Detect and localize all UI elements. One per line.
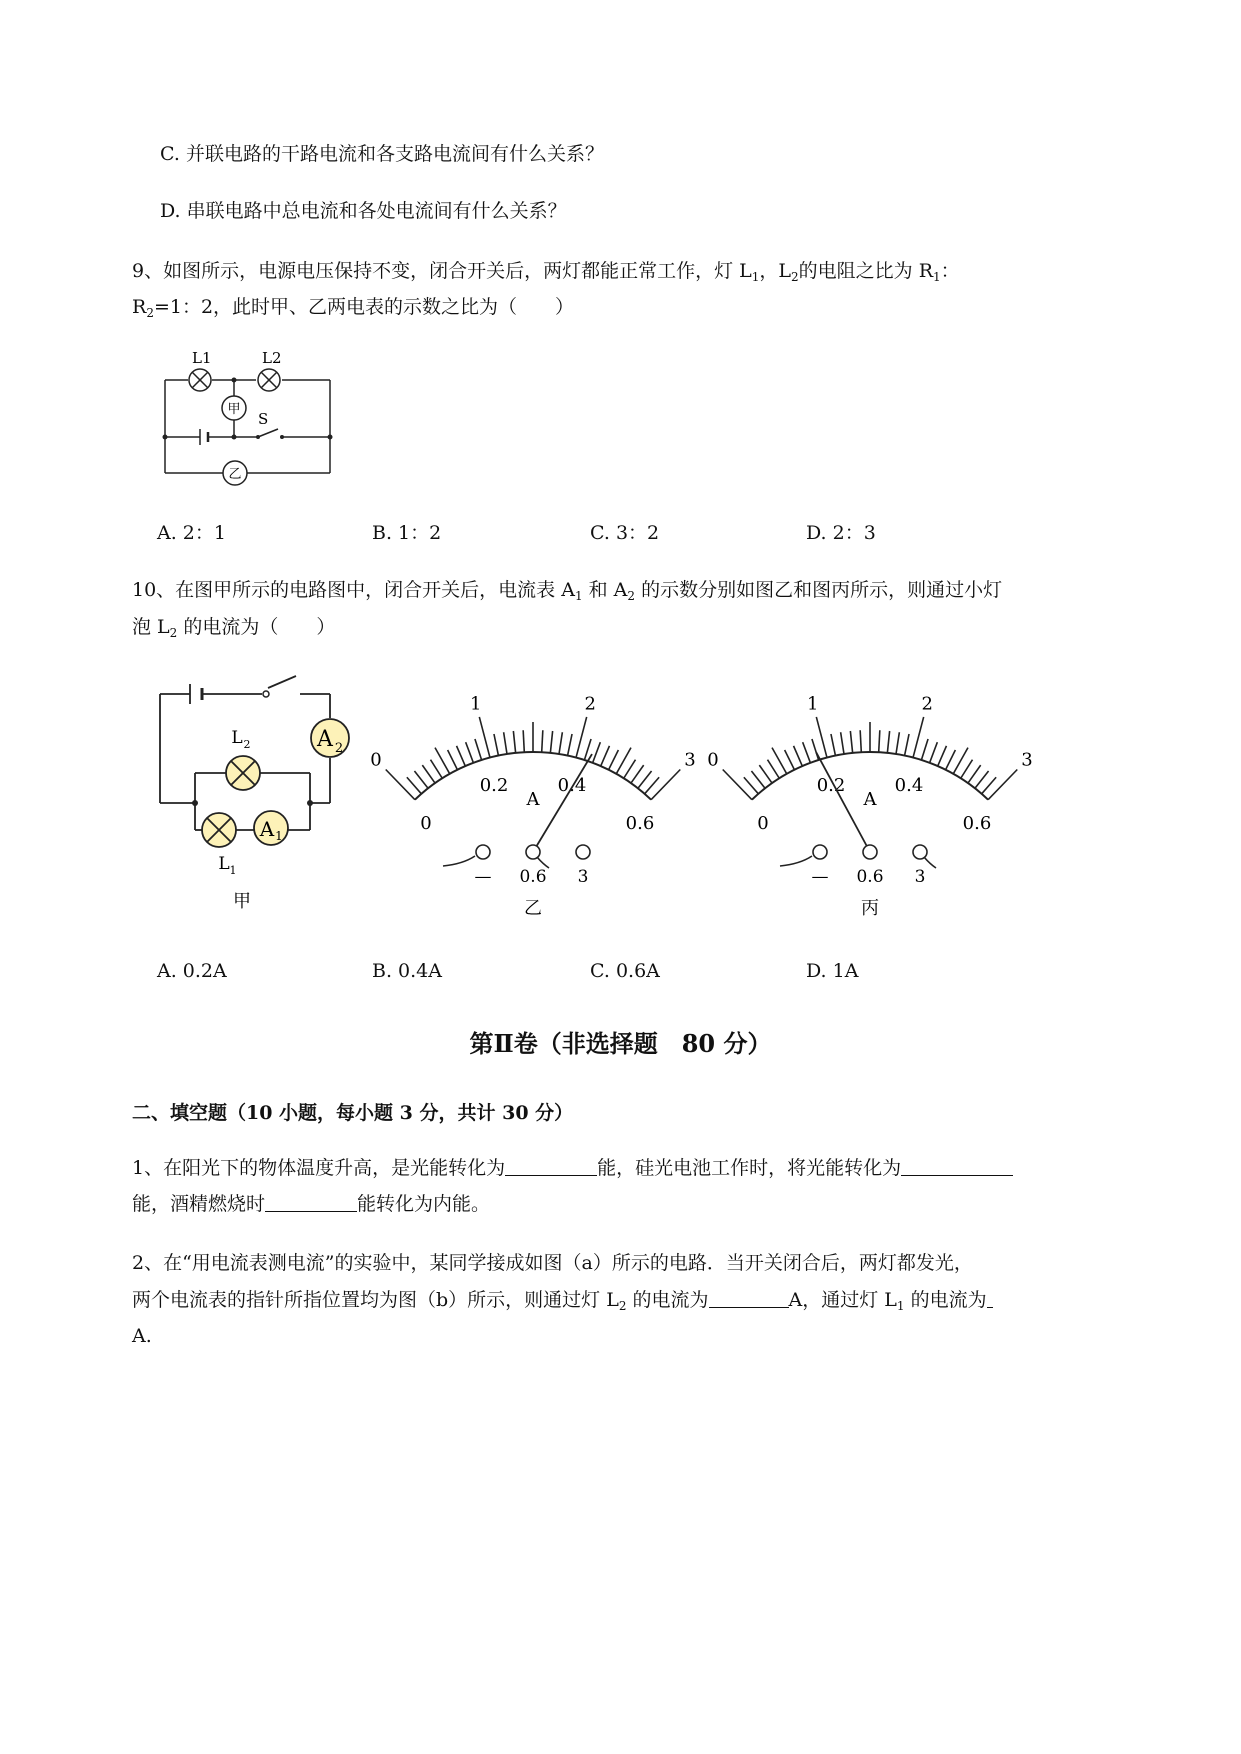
dial-tick <box>601 746 610 766</box>
dial-unit-label: A <box>526 789 540 810</box>
fill2-text: 两个电流表的指针所指位置均为图（b）所示，则通过灯 L <box>132 1289 619 1311</box>
dial-top-label: 0 <box>707 749 719 771</box>
dial-tick <box>386 769 415 799</box>
dial-tick <box>631 765 644 783</box>
dial-caption: 乙 <box>524 898 542 919</box>
dial-bottom-label: 0.6 <box>962 813 992 835</box>
dial-tick <box>414 771 428 788</box>
dial-tick <box>794 746 803 766</box>
fill1-text: 能，酒精燃烧时 <box>132 1193 266 1215</box>
dial-tick <box>785 750 795 770</box>
dial-tick <box>494 734 498 756</box>
ammeter-a2-sub: 2 <box>334 741 344 756</box>
q9-circuit-diagram <box>150 340 350 490</box>
q10-stem-line1 <box>132 576 1002 610</box>
fill1-line1 <box>132 1154 1013 1182</box>
dial-tick <box>961 760 973 779</box>
dial-tick <box>759 765 772 783</box>
dial-tick <box>723 769 752 799</box>
fill2-line3: A. <box>132 1325 152 1347</box>
lamp-l1-icon <box>189 369 211 391</box>
dial-top-label: 2 <box>584 693 596 715</box>
dial-tick <box>407 777 421 794</box>
subscript: 2 <box>618 1299 627 1313</box>
subscript: 2 <box>791 270 799 284</box>
q9-stem-text: R <box>132 296 147 318</box>
section2-heading: 二、填空题（10 小题，每小题 3 分，共计 30 分） <box>132 1102 574 1124</box>
dial-bottom-label: 0 <box>420 813 432 835</box>
dial-bottom-label: 0.2 <box>816 775 846 797</box>
dial-tick <box>968 765 981 783</box>
terminal-label: 0.6 <box>519 867 547 887</box>
fill2-text: 的电流为 <box>904 1289 987 1311</box>
junction-dot <box>307 800 313 806</box>
fill2-text: A，通过灯 L <box>788 1289 897 1311</box>
dial-top-label: 3 <box>684 749 696 771</box>
q10-option-b: B. 0.4A <box>372 960 442 982</box>
dial-tick <box>638 771 652 788</box>
dial-needle <box>816 752 870 852</box>
switch-pivot <box>263 691 269 697</box>
fill1-text: 能，硅光电池工作时，将光能转化为 <box>597 1157 902 1179</box>
junction-dot <box>232 378 237 383</box>
terminal-label: 3 <box>914 867 926 887</box>
dial-top-label: 1 <box>470 693 482 715</box>
dial-tick <box>448 750 458 770</box>
q8-option-d: D. 串联电路中总电流和各处电流间有什么关系？ <box>160 200 567 222</box>
lamp-l2-sub: 2 <box>243 738 251 751</box>
q9-stem-text: 的电阻之比为 R <box>798 260 934 282</box>
dial-top-label: 2 <box>921 693 933 715</box>
dial-tick <box>988 769 1017 799</box>
dial-caption: 丙 <box>861 898 879 919</box>
q9-option-b: B. 1：2 <box>372 522 442 544</box>
dial-tick <box>504 732 507 754</box>
q10-circuit-diagram <box>150 672 365 922</box>
dial-tick <box>751 771 765 788</box>
junction-dot <box>232 435 237 440</box>
q9-stem-line2 <box>132 293 574 327</box>
dial-tick <box>479 717 490 758</box>
dial-tick <box>860 730 861 752</box>
dial-tick <box>624 760 636 779</box>
dial-tick <box>513 731 515 753</box>
terminal-label: 3 <box>577 867 589 887</box>
q9-stem-text: =1：2，此时甲、乙两电表的示数之比为（ ） <box>153 296 575 318</box>
answer-blank[interactable] <box>901 1155 1013 1176</box>
subscript: 2 <box>146 306 154 320</box>
dial-bottom-label: 0.4 <box>557 775 587 797</box>
label-switch: S <box>258 410 269 428</box>
label-l2: L2 <box>262 349 282 367</box>
dial-tick <box>850 731 852 753</box>
subscript: 2 <box>627 589 636 603</box>
dial-tick <box>466 742 474 763</box>
lamp-l1-icon <box>202 813 236 847</box>
lamp-l1-label: L <box>218 854 230 874</box>
ammeter-dial-bing <box>707 682 1035 922</box>
dial-tick <box>550 731 552 753</box>
fill2-text: 的电流为 <box>626 1289 709 1311</box>
terminal-icon <box>576 845 590 859</box>
dial-tick <box>475 739 482 760</box>
dial-top-label: 0 <box>370 749 382 771</box>
dial-tick <box>946 750 956 770</box>
fill1-text: 能转化为内能。 <box>357 1193 491 1215</box>
dial-tick <box>609 750 619 770</box>
dial-tick <box>975 771 989 788</box>
dial-bottom-label: 0 <box>757 813 769 835</box>
fill2-line1: 2、在“用电流表测电流”的实验中，某同学接成如图（a）所示的电路．当开关闭合后，两灯都发光， <box>132 1252 973 1274</box>
label-l1: L1 <box>192 349 212 367</box>
dial-tick <box>921 739 928 760</box>
subscript: 1 <box>574 589 583 603</box>
q10-option-d: D. 1A <box>806 960 859 982</box>
q9-stem-line1 <box>132 257 960 291</box>
fill1-text: 1、在阳光下的物体温度升高，是光能转化为 <box>132 1157 506 1179</box>
dial-bottom-label: 0.6 <box>625 813 655 835</box>
dial-top-label: 3 <box>1021 749 1033 771</box>
q10-stem-text: 的示数分别如图乙和图丙所示，则通过小灯 <box>635 579 1003 601</box>
q9-option-d: D. 2：3 <box>806 522 876 544</box>
dial-tick <box>568 734 572 756</box>
subscript: 2 <box>169 626 178 640</box>
dial-needle <box>533 754 592 852</box>
q10-stem-text: 10、在图甲所示的电路图中，闭合开关后，电流表 A <box>132 579 575 601</box>
caption-jia: 甲 <box>233 891 251 912</box>
dial-tick <box>841 732 844 754</box>
dial-tick <box>930 742 938 763</box>
terminal-icon <box>863 845 877 859</box>
terminal-label: — <box>474 867 492 887</box>
q10-option-c: C. 0.6A <box>590 960 660 982</box>
lamp-l2-icon <box>258 369 280 391</box>
dial-tick <box>651 769 680 799</box>
dial-tick <box>905 734 909 756</box>
answer-blank[interactable] <box>987 1287 993 1308</box>
q10-stem-text: 泡 L <box>132 616 170 638</box>
part2-title: 第Ⅱ卷（非选择题 80 分） <box>469 1029 772 1058</box>
dial-bottom-label: 0.2 <box>479 775 509 797</box>
dial-tick <box>803 742 811 763</box>
q9-option-a: A. 2：1 <box>157 522 226 544</box>
meter-yi-label: 乙 <box>228 467 242 482</box>
subscript: 1 <box>751 270 760 284</box>
terminal-icon <box>476 845 490 859</box>
wire-curl <box>780 856 812 866</box>
wire-curl <box>443 856 475 866</box>
dial-tick <box>831 734 835 756</box>
q10-stem-text: 和 A <box>582 579 628 601</box>
q10-option-a: A. 0.2A <box>157 960 227 982</box>
dial-tick <box>523 730 524 752</box>
dial-tick <box>744 777 758 794</box>
dial-tick <box>938 746 947 766</box>
dial-tick <box>645 777 659 794</box>
lamp-l1-sub: 1 <box>229 864 237 877</box>
lamp-l2-label: L <box>231 728 243 748</box>
dial-tick <box>457 746 466 766</box>
subscript: 1 <box>933 270 941 284</box>
dial-unit-label: A <box>863 789 877 810</box>
switch-contact <box>256 435 260 439</box>
terminal-label: 0.6 <box>856 867 884 887</box>
dial-tick <box>576 717 587 758</box>
switch-contact <box>280 435 284 439</box>
ammeter-a1-sub: 1 <box>275 829 283 843</box>
dial-tick <box>422 765 435 783</box>
dial-tick <box>542 730 543 752</box>
fill2-line2 <box>132 1286 993 1320</box>
dial-tick <box>879 730 880 752</box>
answer-blank[interactable] <box>505 1155 597 1176</box>
q9-option-c: C. 3：2 <box>590 522 660 544</box>
junction-dot <box>163 435 168 440</box>
dial-tick <box>767 760 779 779</box>
dial-tick <box>559 732 562 754</box>
ammeter-a1-label: A <box>259 817 275 841</box>
q10-stem-text: 的电流为（ ） <box>177 616 336 638</box>
q9-stem-text: 9、如图所示，电源电压保持不变，闭合开关后，两灯都能正常工作，灯 L <box>132 260 752 282</box>
answer-blank[interactable] <box>265 1191 357 1212</box>
dial-tick <box>816 717 827 758</box>
subscript: 1 <box>896 1299 905 1313</box>
q8-option-c: C. 并联电路的干路电流和各支路电流间有什么关系？ <box>160 143 604 165</box>
answer-blank[interactable] <box>709 1287 789 1308</box>
terminal-icon <box>813 845 827 859</box>
meter-jia-label: 甲 <box>227 402 241 417</box>
dial-tick <box>896 732 899 754</box>
dial-top-label: 1 <box>807 693 819 715</box>
ammeter-a2-label: A <box>317 727 333 752</box>
dial-tick <box>982 777 996 794</box>
dial-bottom-label: 0.4 <box>894 775 924 797</box>
dial-tick <box>887 731 889 753</box>
q9-stem-text: ： <box>940 260 960 282</box>
ammeter-dial-yi <box>370 682 698 922</box>
q10-stem-line2 <box>132 613 335 647</box>
lamp-l2-icon <box>226 756 260 790</box>
dial-tick <box>593 742 601 763</box>
fill1-line2 <box>132 1190 490 1218</box>
terminal-label: — <box>811 867 829 887</box>
q9-stem-text: ，L <box>759 260 792 282</box>
dial-tick <box>913 717 924 758</box>
junction-dot <box>328 435 333 440</box>
dial-tick <box>430 760 442 779</box>
wire-curl <box>924 857 936 868</box>
junction-dot <box>192 800 198 806</box>
